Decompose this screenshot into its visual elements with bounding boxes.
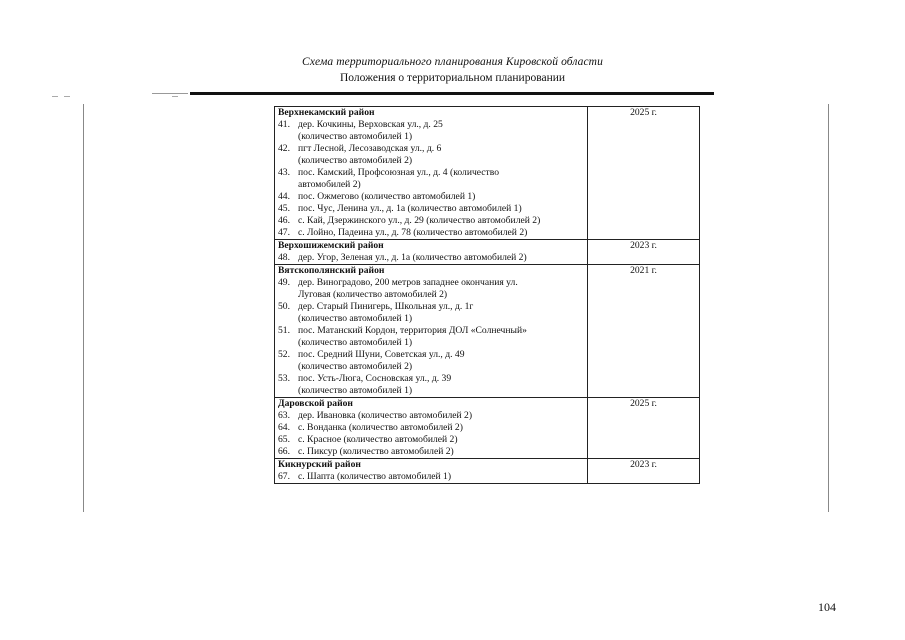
item-number: 67. xyxy=(278,471,290,482)
item-text-continued: автомобилей 2) xyxy=(298,179,361,190)
list-item xyxy=(278,446,584,458)
list-item xyxy=(278,227,584,239)
table-row xyxy=(275,240,700,265)
item-text: с. Пиксур (количество автомобилей 2) xyxy=(298,446,454,457)
region-name: Кикнурский район xyxy=(278,459,361,470)
region-year: 2023 г. xyxy=(588,459,700,484)
region-name: Верхошижемский район xyxy=(278,240,384,251)
item-text: пгт Лесной, Лесозаводская ул., д. 6 xyxy=(298,143,442,154)
item-text: дер. Виноградово, 200 метров западнее окончания ул. xyxy=(298,277,518,288)
item-text: пос. Ожмегово (количество автомобилей 1) xyxy=(298,191,476,202)
document-header-title: Схема территориального планирования Кировской области xyxy=(302,56,603,68)
item-text: с. Шапта (количество автомобилей 1) xyxy=(298,471,452,482)
region-cell xyxy=(275,398,588,459)
region-cell xyxy=(275,240,588,265)
item-text: дер. Угор, Зеленая ул., д. 1а (количество автомобилей 2) xyxy=(298,252,527,263)
right-margin-line xyxy=(828,104,829,512)
list-item xyxy=(278,410,584,422)
table-row xyxy=(275,398,700,459)
item-text-continued: Луговая (количество автомобилей 2) xyxy=(298,289,448,300)
item-number: 43. xyxy=(278,167,290,178)
list-item xyxy=(278,301,584,325)
list-item xyxy=(278,191,584,203)
list-item xyxy=(278,203,584,215)
item-text: с. Красное (количество автомобилей 2) xyxy=(298,434,458,445)
item-number: 42. xyxy=(278,143,290,154)
list-item xyxy=(278,325,584,349)
item-number: 47. xyxy=(278,227,290,238)
region-cell xyxy=(275,265,588,398)
list-item xyxy=(278,277,584,301)
region-cell xyxy=(275,107,588,240)
item-text-continued: (количество автомобилей 1) xyxy=(298,313,413,324)
item-number: 52. xyxy=(278,349,290,360)
item-text-continued: (количество автомобилей 1) xyxy=(298,337,413,348)
item-text: пос. Матанский Кордон, территория ДОЛ «Солнечный» xyxy=(298,325,527,336)
item-text: с. Кай, Дзержинского ул., д. 29 (количество автомобилей 2) xyxy=(298,215,541,226)
region-name: Верхнекамский район xyxy=(278,107,375,118)
header-rule-faint xyxy=(152,93,188,94)
left-margin-line xyxy=(83,104,84,512)
region-cell xyxy=(275,459,588,484)
regions-table xyxy=(274,106,700,484)
list-item xyxy=(278,434,584,446)
item-text: пос. Камский, Профсоюзная ул., д. 4 (количество xyxy=(298,167,499,178)
item-number: 53. xyxy=(278,373,290,384)
region-name: Даровской район xyxy=(278,398,353,409)
list-item xyxy=(278,252,584,264)
item-text: с. Лойно, Падеина ул., д. 78 (количество автомобилей 2) xyxy=(298,227,528,238)
item-number: 41. xyxy=(278,119,290,130)
region-year: 2025 г. xyxy=(588,107,700,240)
list-item xyxy=(278,215,584,227)
list-item xyxy=(278,471,584,483)
scan-mark xyxy=(64,96,70,97)
list-item xyxy=(278,167,584,191)
region-year: 2025 г. xyxy=(588,398,700,459)
item-number: 64. xyxy=(278,422,290,433)
table-row xyxy=(275,107,700,240)
region-year: 2023 г. xyxy=(588,240,700,265)
list-item xyxy=(278,143,584,167)
region-name: Вятскополянский район xyxy=(278,265,385,276)
item-text: дер. Старый Пинигерь, Школьная ул., д. 1г xyxy=(298,301,474,312)
scan-mark xyxy=(172,96,178,97)
item-text: пос. Чус, Ленина ул., д. 1а (количество автомобилей 1) xyxy=(298,203,522,214)
item-number: 50. xyxy=(278,301,290,312)
item-number: 66. xyxy=(278,446,290,457)
list-item xyxy=(278,373,584,397)
table-row xyxy=(275,459,700,484)
item-text: дер. Ивановка (количество автомобилей 2) xyxy=(298,410,473,421)
item-number: 65. xyxy=(278,434,290,445)
item-number: 49. xyxy=(278,277,290,288)
item-number: 44. xyxy=(278,191,290,202)
item-text: дер. Кочкины, Верховская ул., д. 25 xyxy=(298,119,443,130)
item-text: пос. Средний Шуни, Советская ул., д. 49 xyxy=(298,349,465,360)
list-item xyxy=(278,119,584,143)
scan-mark xyxy=(52,96,58,97)
page-number: 104 xyxy=(818,600,836,614)
item-number: 46. xyxy=(278,215,290,226)
item-text: пос. Усть-Люга, Сосновская ул., д. 39 xyxy=(298,373,452,384)
item-number: 63. xyxy=(278,410,290,421)
item-text-continued: (количество автомобилей 1) xyxy=(298,385,413,396)
list-item xyxy=(278,422,584,434)
item-text: с. Вонданка (количество автомобилей 2) xyxy=(298,422,463,433)
item-text-continued: (количество автомобилей 1) xyxy=(298,131,413,142)
item-text-continued: (количество автомобилей 2) xyxy=(298,155,413,166)
item-number: 48. xyxy=(278,252,290,263)
item-text-continued: (количество автомобилей 2) xyxy=(298,361,413,372)
item-number: 51. xyxy=(278,325,290,336)
list-item xyxy=(278,349,584,373)
region-year: 2021 г. xyxy=(588,265,700,398)
document-header-subtitle: Положения о территориальном планировании xyxy=(339,72,566,84)
item-number: 45. xyxy=(278,203,290,214)
table-row xyxy=(275,265,700,398)
header-rule xyxy=(190,92,714,95)
